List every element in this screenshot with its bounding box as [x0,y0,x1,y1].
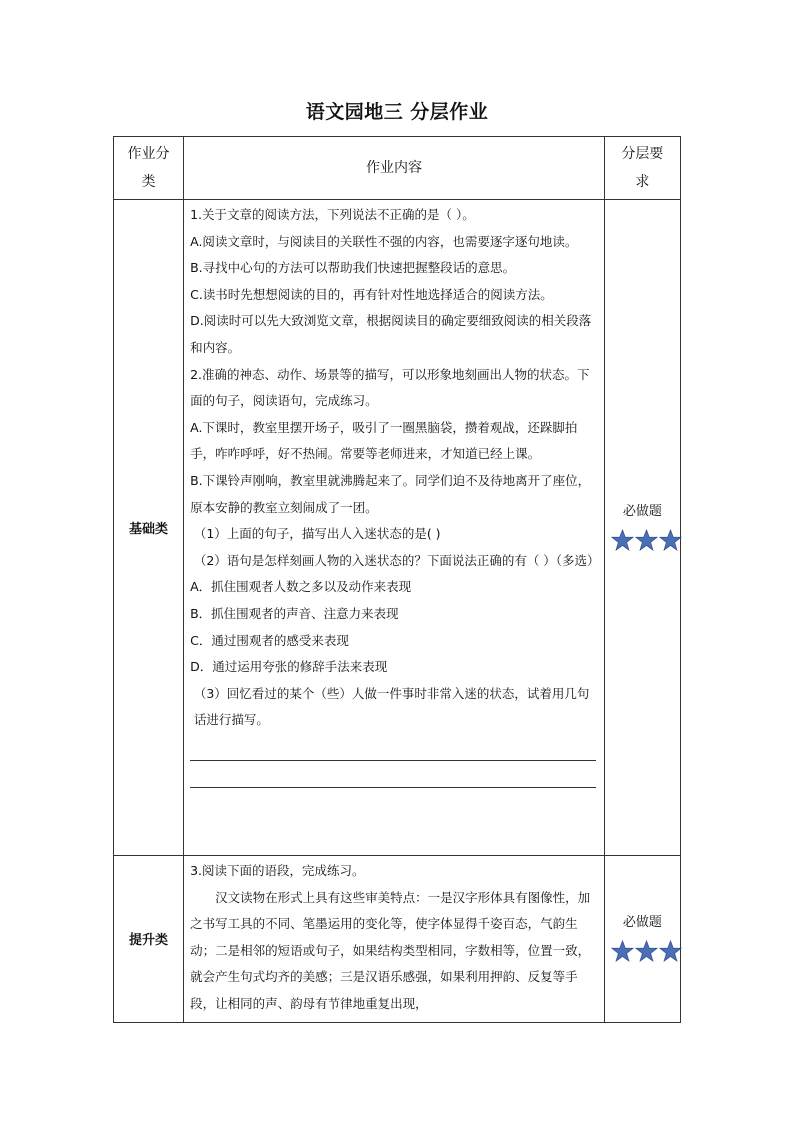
page-title: 语文园地三 分层作业 [305,101,489,123]
option-line: B．抓住围观者的声音、注意力来表现 [190,605,399,621]
header-content: 作业内容 [184,137,605,200]
option-line: D．通过运用夸张的修辞手法来表现 [190,659,388,675]
homework-table [113,136,681,1023]
star-rating [611,529,682,551]
table-header-row [114,137,681,200]
requirement-advanced [604,856,680,1023]
content-basic [184,200,605,856]
option-line: B.下课铃声刚响，教室里就沸腾起来了。同学们迫不及待地离开了座位，原本安静的教室立刻闹成了一团。 [190,472,591,515]
passage-text: 汉文读物在形式上具有这些审美特点：一是汉字形体具有图像性，加之书写工具的不同、笔墨运用的变化等，使字体显得千姿百态，气韵生动；二是相邻的短语或句子，如果结构类型相同，字数相等，位置一致，就会产生句式均齐的美感；三是汉语乐感强，如果利用押韵、反复等手段，让相同的声、韵母有节律地重复出现， [190,889,591,1011]
table-row [114,200,681,856]
option-line: C.读书时先想想阅读的目的，再有针对性地选择适合的阅读方法。 [190,286,553,302]
option-line: D.阅读时可以先大致浏览文章，根据阅读目的确定要细致阅读的相关段落和内容。 [190,313,592,355]
option-line: A.阅读文章时，与阅读目的关联性不强的内容，也需要逐字逐句地读。 [190,233,578,249]
subquestion-line: （3）回忆看过的某个（些）人做一件事时非常入迷的状态，试着用几句话进行描写。 [193,685,590,728]
star-icon [635,529,658,551]
table-row [114,856,681,1023]
question-line: 1.关于文章的阅读方法，下列说法不正确的是（ ）。 [190,207,475,222]
header-category: 作业分类 [114,137,184,200]
option-line: C．通过围观者的感受来表现 [190,632,349,648]
requirement-basic [604,200,680,856]
question-line: 2.准确的神态、动作、场景等的描写，可以形象地刻画出人物的状态。下面的句子，阅读语句，完成练习。 [190,366,590,409]
star-icon [611,940,634,962]
star-icon [659,940,682,962]
subquestion-line: （1）上面的句子，描写出人入迷状态的是( ) [193,526,441,542]
star-icon [659,529,682,551]
requirement-label: 必做题 [622,504,662,519]
star-rating [611,940,682,962]
content-advanced [184,856,605,1023]
category-advanced: 提升类 [114,856,184,1023]
answer-line[interactable] [190,734,596,761]
header-requirement: 分层要求 [604,137,680,200]
category-basic: 基础类 [114,200,184,856]
option-line: B.寻找中心句的方法可以帮助我们快速把握整段话的意思。 [190,260,516,276]
subquestion-line: （2）语句是怎样刻画人物的入迷状态的？下面说法正确的有（ ）（多选） [193,552,600,568]
option-line: A．抓住围观者人数之多以及动作来表现 [190,579,412,595]
answer-line[interactable] [190,761,596,788]
question-line: 3.阅读下面的语段，完成练习。 [190,863,365,878]
option-line: A.下课时，教室里摆开场子，吸引了一圈黑脑袋，攒着观战，还跺脚拍手，咋咋呼呼，好不热闹。常要等老师进来，才知道已经上课。 [190,419,578,462]
star-icon [635,940,658,962]
star-icon [611,529,634,551]
requirement-label: 必做题 [622,915,662,931]
